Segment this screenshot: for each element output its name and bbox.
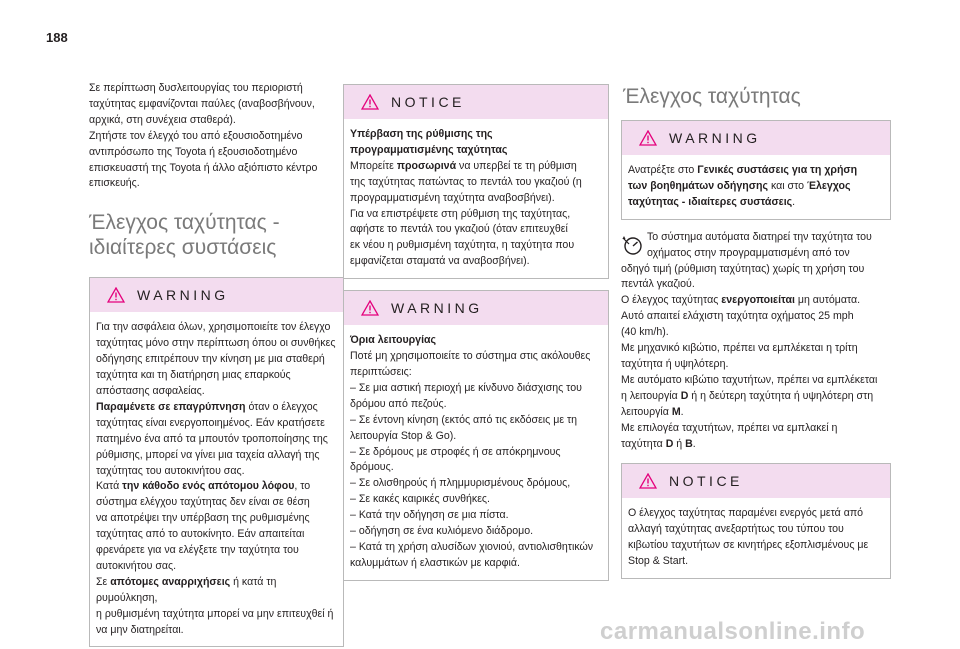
text-line: οδήγησης επιτρέπουν την κίνηση με μια σταθερή [96, 353, 325, 366]
text-span: μη αυτόματα. [794, 294, 861, 307]
text-line [621, 405, 891, 421]
column-2 [343, 84, 605, 581]
column-1 [89, 78, 351, 647]
text-span: . [792, 195, 796, 208]
text-span: Ανατρέξτε στο [628, 164, 698, 176]
text-line: (40 km/h). [621, 326, 669, 339]
text-line: Για να επιστρέψετε στη ρύθμιση της ταχύτητας, [350, 207, 571, 220]
text-line [96, 575, 337, 607]
text-line [628, 179, 884, 195]
text-line: Για την ασφάλεια όλων, χρησιμοποιείτε τον έλεγχο [96, 321, 331, 334]
text-span: ή [673, 437, 686, 450]
text-line: πεντάλ γκαζιού. [621, 278, 695, 291]
watermark: carmanualsonline.info [600, 618, 866, 645]
text-span: και στο [768, 179, 807, 192]
bold-text: ταχύτητας - ιδιαίτερες συστάσεις [628, 195, 793, 208]
text-span: ή η δεύτερη ταχύτητα ή υψηλότερη στη [688, 389, 874, 402]
text-line: σύστημα ελέγχου ταχύτητας δεν είναι σε θέση [96, 496, 310, 509]
text-line: Ζητήστε τον έλεγχό του από εξουσιοδοτημένο [89, 129, 303, 142]
notice-header [344, 85, 608, 119]
text-line: περιπτώσεις: [350, 365, 412, 378]
text-span: να υπερβεί τε τη ρύθμιση [456, 159, 577, 172]
list-item-cont: λειτουργία Stop & Go). [350, 429, 457, 442]
speedometer-icon [621, 234, 643, 256]
warning-label: WARNING [669, 130, 761, 146]
text-line: οχήματος στην προγραμματισμένη από τον [647, 246, 850, 259]
warning-label: WARNING [391, 300, 483, 317]
text-line: φρενάρετε για να ελέγξετε την ταχύτητα του [96, 544, 299, 557]
text-span: . [692, 437, 696, 450]
text-line: Με μηχανικό κιβώτιο, πρέπει να εμπλέκεται η τρίτη [621, 342, 858, 355]
column-3 [621, 84, 891, 579]
notice-body [344, 119, 608, 278]
warning-box-2 [343, 290, 609, 581]
text-line [96, 479, 337, 495]
text-span: , το [294, 480, 311, 493]
text-line: επισκευής. [89, 177, 140, 190]
text-line: ταχύτητα και τη διατήρηση μιας επαρκούς [96, 369, 291, 382]
warning-triangle-icon [361, 300, 379, 316]
list-item-cont: δρόμους. [350, 461, 394, 474]
text-line [621, 293, 891, 309]
bold-text: των βοηθημάτων οδήγησης [628, 179, 768, 192]
warning-box-3 [621, 120, 891, 220]
notice-triangle-icon [361, 94, 379, 110]
text-line: Σε περίπτωση δυσλειτουργίας του περιοριστή [89, 82, 303, 94]
text-line: επισκευαστή της Toyota ή άλλο αξιόπιστο κέντρο [89, 161, 318, 174]
bold-text: B [685, 437, 693, 450]
bold-text: απότομες αναρριχήσεις [110, 575, 231, 588]
text-line: ταχύτητας είναι ενεργοποιημένος. Εάν κρατήσετε [96, 416, 325, 429]
text-line: εμφανίζεται σταματά να αναβοσβήνει). [350, 255, 530, 268]
notice-title: Υπέρβαση της ρύθμισης της [350, 128, 493, 140]
list-item: – Κατά τη χρήση αλυσίδων χιονιού, αντιολισθητικών [350, 540, 594, 553]
text-line: κιβωτίου ταχυτήτων σε κινητήρες εξοπλισμένους με [628, 539, 869, 552]
notice-box [343, 84, 609, 279]
text-line [621, 437, 891, 453]
text-line: οδηγό τιμή (ρύθμιση ταχύτητας) χωρίς τη χρήση του [621, 262, 865, 275]
notice-label: NOTICE [669, 473, 743, 490]
bold-text: προσωρινά [396, 159, 457, 172]
text-span: Μπορείτε [350, 159, 397, 172]
text-line [628, 195, 884, 211]
text-line: αυτοκινήτου σας. [96, 559, 177, 572]
list-item: – οδήγηση σε ένα κυλιόμενο διάδρομο. [350, 525, 534, 538]
list-item: – Σε δρόμους με στροφές ή σε απόκρημνους [350, 445, 561, 458]
text-line [350, 159, 602, 175]
text-line: ταχύτητας μόνο στην περίπτωση όπου οι συνθήκες [96, 337, 336, 350]
text-span: . [680, 405, 684, 418]
text-line: Ο έλεγχος ταχύτητας παραμένει ενεργός μετά από [628, 507, 864, 520]
bold-text: D [665, 437, 674, 450]
text-line: αφήστε το πεντάλ του γκαζιού (όταν επιτευχθεί [350, 223, 568, 236]
text-span: όταν ο έλεγχος [245, 400, 318, 413]
heading-line: ιδιαίτερες συστάσεις [89, 236, 277, 260]
text-line: εκ νέου η ρυθμισμένη ταχύτητα, η ταχύτητα που [350, 239, 575, 252]
list-item-cont: καλυμμάτων ή ελαστικών με καρφιά. [350, 556, 520, 569]
page-number: 188 [46, 30, 68, 45]
warning-header [344, 291, 608, 325]
text-line: ταχύτητας εμφανίζονται παύλες (αναβοσβήνουν, [89, 97, 315, 110]
bold-text: ενεργοποιείται [721, 294, 795, 307]
text-span: Σε [96, 575, 111, 588]
text-line: Με αυτόματο κιβώτιο ταχυτήτων, πρέπει να εμπλέκεται [621, 373, 878, 386]
notice-triangle-icon [639, 473, 657, 489]
bold-text: Γενικές συστάσεις για τη χρήση [697, 164, 858, 176]
text-line: Ποτέ μη χρησιμοποιείτε το σύστημα στις ακόλουθες [350, 350, 591, 363]
warning-box [89, 277, 344, 647]
list-item: – Σε κακές καιρικές συνθήκες. [350, 493, 490, 506]
text-line: αρχικά, στη συνέχεια σταθερά). [89, 113, 236, 126]
text-line: Αυτό απαιτεί ελάχιστη ταχύτητα οχήματος 25 mph [621, 310, 854, 323]
text-span: λειτουργία [621, 405, 672, 418]
text-line: ταχύτητας του αυτοκινήτου σας. [96, 464, 245, 477]
text-line: αντιπρόσωπο της Toyota ή εξουσιοδοτημένο [89, 145, 298, 158]
warning-header [622, 121, 890, 155]
text-line: ρύθμισης, μπορεί να γίνει μια ταχεία αλλαγή της [96, 448, 320, 461]
notice-label: NOTICE [391, 94, 465, 110]
text-line: Το σύστημα αυτόματα διατηρεί την ταχύτητα του [647, 230, 872, 243]
warning-body [344, 325, 608, 580]
notice-title: προγραμματισμένης ταχύτητας [350, 143, 508, 156]
icon-text [647, 230, 872, 262]
list-item-cont: δρόμου από πεζούς. [350, 397, 447, 410]
text-line: απόστασης ασφαλείας. [96, 384, 205, 397]
text-line: να αποτρέψει την υπέρβαση της ρυθμισμένης [96, 512, 310, 525]
list-item: – Σε μια αστική περιοχή με κίνδυνο διάσχισης του [350, 381, 582, 394]
text-span: Ο έλεγχος ταχύτητας [621, 294, 722, 307]
icon-row [621, 230, 891, 262]
warning-label: WARNING [137, 287, 229, 304]
warning-title: Όρια λειτουργίας [350, 334, 437, 347]
warning-body [622, 155, 890, 219]
icon-cell [621, 230, 647, 262]
warning-header [90, 278, 343, 312]
warning-triangle-icon [639, 130, 657, 146]
text-line: της ταχύτητας πατώντας το πεντάλ του γκαζιού (η [350, 175, 582, 188]
text-line: Stop & Start. [628, 555, 689, 568]
text-line [96, 400, 337, 416]
text-span: ή κατά τη ρυμούλκηση, [96, 575, 277, 604]
text-line: προγραμματισμένη ταχύτητα αναβοσβήνει). [350, 191, 555, 204]
notice-box-3 [621, 463, 891, 579]
text-line: ταχύτητα ή υψηλότερη. [621, 357, 729, 370]
list-item: – Κατά την οδήγηση σε μια πίστα. [350, 509, 509, 522]
text-span: ταχύτητα [621, 437, 666, 450]
list-item: – Σε ολισθηρούς ή πλημμυρισμένους δρόμους, [350, 477, 571, 490]
list-item: – Σε έντονη κίνηση (εκτός από τις εκδόσεις με τη [350, 413, 578, 426]
bold-text: D [680, 389, 689, 402]
section-heading [89, 210, 351, 260]
bold-text: M [671, 405, 681, 418]
warning-triangle-icon [107, 287, 125, 303]
text-line: ταχύτητας από το αυτοκίνητο. Εάν απαιτείται [96, 528, 305, 541]
heading-line: Έλεγχος ταχύτητας - [89, 211, 280, 235]
section-heading: Έλεγχος ταχύτητας [623, 85, 801, 108]
text-span: Κατά [96, 480, 123, 493]
bold-text: την κάθοδο ενός απότομου λόφου [122, 480, 295, 493]
notice-body [622, 498, 890, 578]
text-line [628, 163, 884, 179]
text-line: Με επιλογέα ταχυτήτων, πρέπει να εμπλακεί η [621, 421, 838, 434]
intro-paragraph [89, 81, 351, 192]
cruise-description [621, 230, 891, 453]
text-line [621, 389, 891, 405]
text-line: να μην διατηρείται. [96, 623, 184, 636]
notice-header [622, 464, 890, 498]
text-span: η λειτουργία [621, 389, 681, 402]
warning-body [90, 312, 343, 646]
bold-text: Παραμένετε σε επαγρύπνηση [96, 400, 246, 413]
text-line: αλλαγή ταχύτητας ανεξαρτήτως του τύπου του [628, 523, 844, 536]
text-line: πατημένο ένα από τα μπουτόν τροποποίησης της [96, 432, 328, 445]
text-line: η ρυθμισμένη ταχύτητα μπορεί να μην επιτευχθεί ή [96, 607, 334, 620]
bold-text: Έλεγχος [806, 179, 851, 192]
